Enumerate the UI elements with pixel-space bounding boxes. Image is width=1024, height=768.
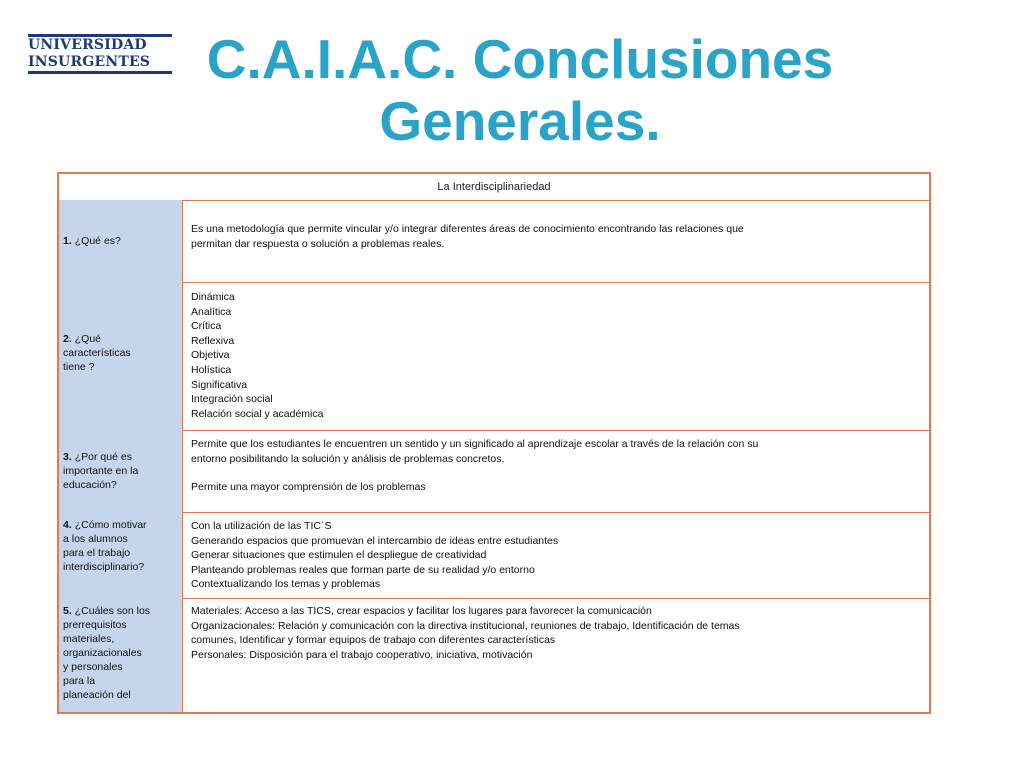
logo-line-1: UNIVERSIDAD — [28, 37, 147, 53]
question-number-5: 5. — [63, 605, 72, 617]
answer-line: Crítica — [191, 320, 222, 333]
logo-line-2: INSURGENTES — [28, 54, 151, 70]
answer-line: Significativa — [191, 378, 248, 391]
question-cell-1 — [59, 200, 183, 282]
answer-line: Reflexiva — [191, 334, 235, 347]
answer-line: Generando espacios que promuevan el intercambio de ideas entre estudiantes — [191, 534, 559, 547]
answer-line: Permite que los estudiantes le encuentren un sentido y un significado al aprendizaje escolar a través de la relación con su — [191, 438, 759, 450]
question-text-3: ¿Por qué es importante en la educación? — [63, 451, 139, 491]
table-row-5 — [59, 598, 929, 712]
answer-cell-1 — [183, 200, 929, 282]
answer-line: Con la utilización de las TIC´S — [191, 520, 332, 532]
answer-line: Planteando problemas reales que forman parte de su realidad y/o entorno — [191, 563, 535, 576]
answer-line: Dinámica — [191, 291, 235, 303]
answer-cell-5 — [183, 598, 929, 712]
answer-line: Integración social — [191, 393, 273, 406]
answer-line: Materiales: Acceso a las TICS, crear espacios y facilitar los lugares para favorecer la comunicación — [191, 605, 652, 617]
question-cell-5 — [59, 598, 183, 712]
answer-cell-3 — [183, 430, 929, 512]
answer-line: Relación social y académica — [191, 407, 324, 420]
answer-line: Organizacionales: Relación y comunicación con la directiva institucional, reuniones de trabajo, Identificación de temas — [191, 619, 740, 632]
answer-line: entorno posibilitando la solución y análisis de problemas concretos. — [191, 452, 505, 465]
interdisciplinarity-table — [57, 172, 931, 714]
answer-line: Holística — [191, 363, 232, 376]
answer-cell-2 — [183, 282, 929, 430]
answer-line: Generar situaciones que estimulen el despliegue de creatividad — [191, 549, 487, 562]
table-row-1 — [59, 200, 929, 283]
question-text-2: ¿Qué características tiene ? — [63, 333, 131, 373]
question-text-5: ¿Cuáles son los prerrequisitos materiales, organizacionales y personales para la planeación del — [63, 605, 151, 701]
table-row-2 — [59, 282, 929, 431]
slide-title — [150, 28, 890, 152]
question-number-4: 4. — [63, 519, 72, 531]
table-row-3 — [59, 430, 929, 513]
table-header: La Interdisciplinariedad — [59, 174, 929, 201]
question-number-1: 1. — [63, 235, 72, 247]
table-row-4 — [59, 512, 929, 599]
question-cell-3 — [59, 430, 183, 512]
question-cell-4 — [59, 512, 183, 598]
answer-line: permitan dar respuesta o solución a problemas reales. — [191, 237, 445, 250]
answer-cell-4 — [183, 512, 929, 598]
question-cell-2 — [59, 282, 183, 430]
question-number-2: 2. — [63, 333, 72, 345]
answer-line: Es una metodología que permite vincular y/o integrar diferentes áreas de conocimiento encontrando las relaciones que — [191, 223, 744, 235]
question-number-3: 3. — [63, 451, 72, 463]
answer-line: comunes, Identificar y formar equipos de trabajo con diferentes características — [191, 634, 556, 647]
answer-line: Analítica — [191, 305, 232, 318]
question-text-1: ¿Qué es? — [74, 235, 121, 247]
answer-line: Personales: Disposición para el trabajo cooperativo, iniciativa, motivación — [191, 648, 533, 661]
slide-title-line-1: C.A.I.A.C. Conclusiones — [206, 28, 834, 90]
answer-line: Contextualizando los temas y problemas — [191, 578, 381, 591]
question-text-4: ¿Cómo motivar a los alumnos para el trabajo interdisciplinario? — [63, 519, 147, 573]
answer-line: Objetiva — [191, 349, 230, 362]
slide-title-line-2: Generales. — [379, 90, 661, 152]
answer-line: Permite una mayor comprensión de los problemas — [191, 481, 426, 494]
